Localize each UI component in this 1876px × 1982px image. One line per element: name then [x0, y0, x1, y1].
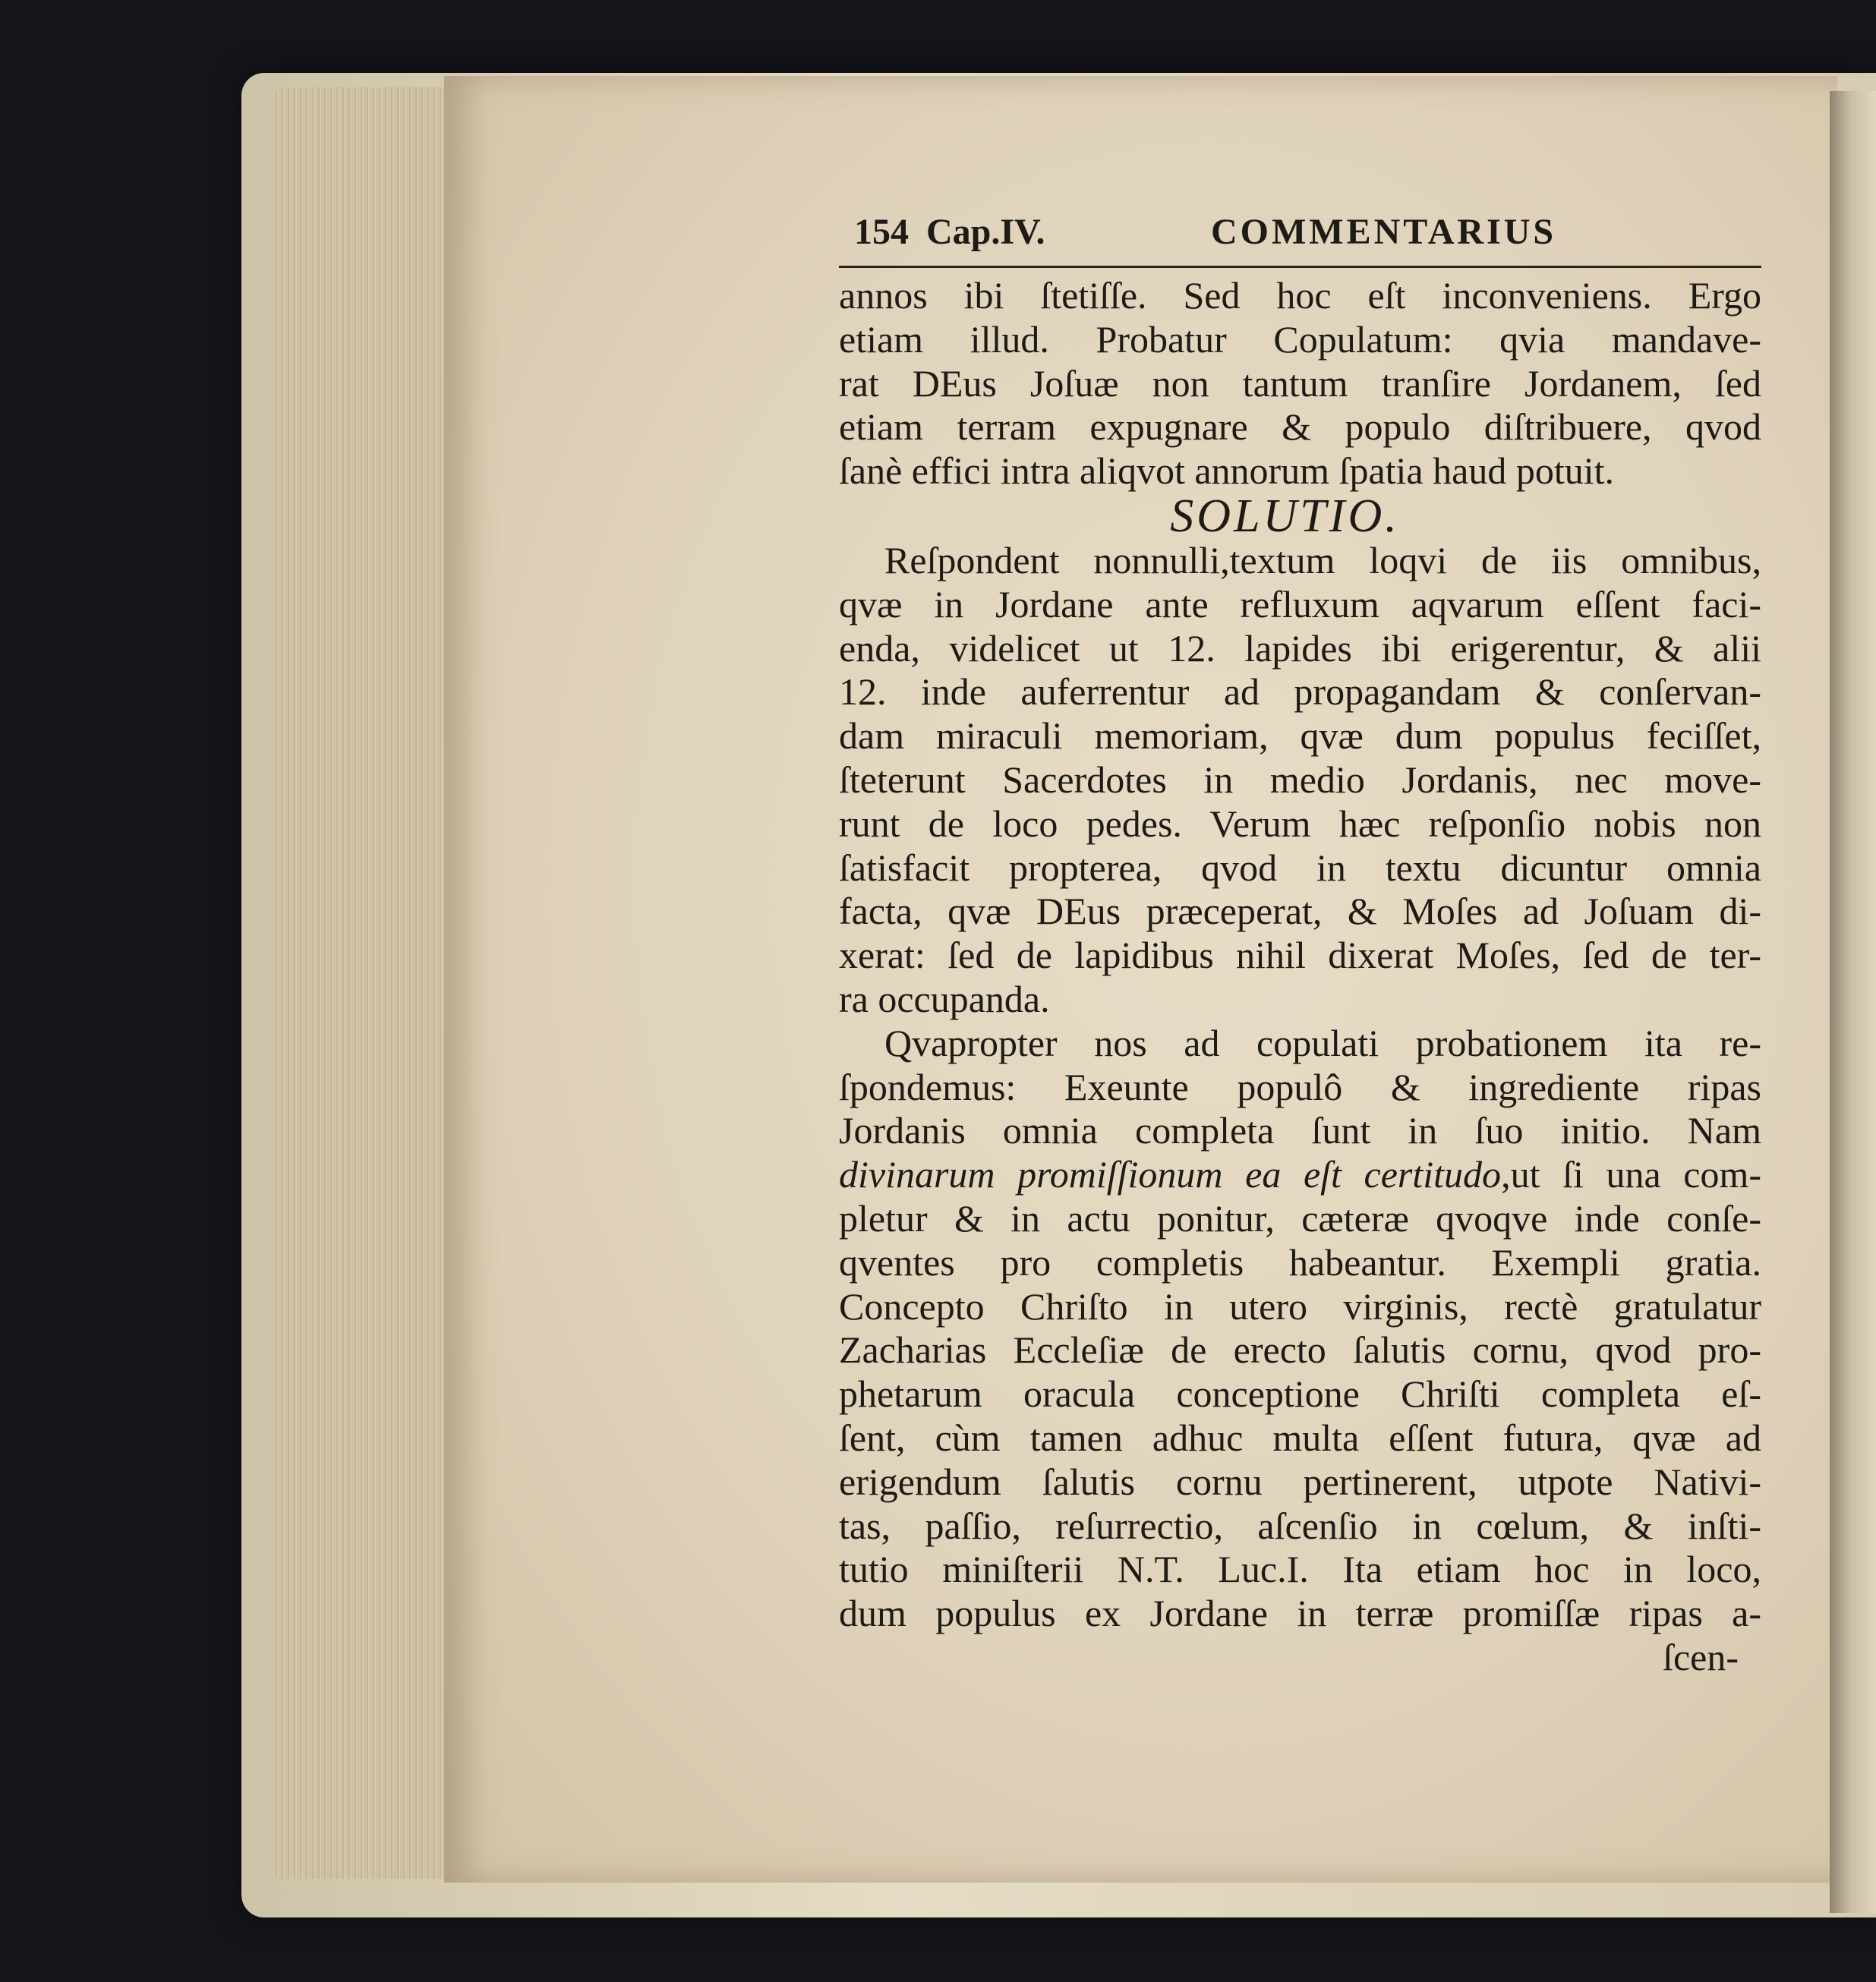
- text-line: dum populus ex Jordane in terræ promiſſæ ripas a-: [839, 1592, 1761, 1635]
- text-fragment: ,ut ſi una com-: [1501, 1153, 1761, 1196]
- catchword: ſcen-: [1663, 1635, 1739, 1678]
- body-text: [839, 268, 1761, 1680]
- running-title: COMMENTARIUS: [1211, 212, 1557, 252]
- page-edges: [273, 87, 456, 1879]
- chapter-label: Cap.IV.: [926, 212, 1045, 252]
- text-line: qventes pro completis habeantur. Exempli gratia.: [839, 1240, 1761, 1284]
- running-head: [839, 205, 1761, 268]
- text-line: etiam terram expugnare & populo diſtribuere, qvod: [839, 405, 1761, 449]
- text-line: ſatisfacit propterea, qvod in textu dicuntur omnia: [839, 846, 1761, 889]
- text-line: Concepto Chriſto in utero virginis, rectè gratulatur: [839, 1284, 1761, 1328]
- text-line: pletur & in actu ponitur, cæteræ qvoqve inde conſe-: [839, 1196, 1761, 1240]
- text-line: facta, qvæ DEus præceperat, & Moſes ad Joſuam di-: [839, 890, 1761, 933]
- italic-phrase: divinarum promiſſionum ea eſt certitudo: [839, 1153, 1502, 1196]
- text-line: etiam illud. Probatur Copulatum: qvia mandave-: [839, 317, 1761, 361]
- text-line: enda, videlicet ut 12. lapides ibi erigerentur, & alii: [839, 626, 1761, 670]
- page-number: 154: [854, 212, 909, 252]
- text-line: phetarum oracula conceptione Chriſti completa eſ-: [839, 1372, 1761, 1416]
- text-line: Qvapropter nos ad copulati probationem ita re-: [884, 1021, 1761, 1064]
- facing-page-gutter: [1830, 91, 1876, 1913]
- text-line: ra occupanda.: [839, 977, 1050, 1020]
- text-line: ſpondemus: Exeunte populô & ingrediente ripas: [839, 1065, 1761, 1108]
- text-line: ſteterunt Sacerdotes in medio Jordanis, nec move-: [839, 758, 1761, 801]
- text-line: Zacharias Eccleſiæ de erecto ſalutis cornu, qvod pro-: [839, 1328, 1761, 1372]
- text-line: erigendum ſalutis cornu pertinerent, utpote Nativi-: [839, 1460, 1761, 1503]
- section-heading: SOLUTIO.: [1170, 490, 1400, 542]
- text-line: tutio miniſterii N.T. Luc.I. Ita etiam hoc in loco,: [839, 1548, 1761, 1591]
- text-line: [839, 1153, 1761, 1197]
- text-line: rat DEus Joſuæ non tantum tranſire Jordanem, ſed: [839, 361, 1761, 405]
- text-line: ſanè effici intra aliqvot annorum ſpatia haud potuit.: [839, 449, 1614, 493]
- text-line: xerat: ſed de lapidibus nihil dixerat Moſes, ſed de ter-: [839, 934, 1761, 977]
- text-line: Jordanis omnia completa ſunt in ſuo initio. Nam: [839, 1109, 1761, 1152]
- text-line: Reſpondent nonnulli,textum loqvi de iis omnibus,: [884, 538, 1761, 581]
- text-line: dam miraculi memoriam, qvæ dum populus feciſſet,: [839, 714, 1761, 758]
- text-line: runt de loco pedes. Verum hæc reſponſio nobis non: [839, 802, 1761, 845]
- text-block: [839, 205, 1761, 1680]
- text-line: qvæ in Jordane ante refluxum aqvarum eſſent faci-: [839, 582, 1761, 625]
- text-line: tas, paſſio, reſurrectio, aſcenſio in cœlum, & inſti-: [839, 1504, 1761, 1547]
- text-line: 12. inde auferrentur ad propagandam & conſervan-: [839, 670, 1761, 714]
- text-line: ſent, cùm tamen adhuc multa eſſent futura, qvæ ad: [839, 1416, 1761, 1459]
- text-line: annos ibi ſtetiſſe. Sed hoc eſt inconveniens. Ergo: [839, 274, 1761, 317]
